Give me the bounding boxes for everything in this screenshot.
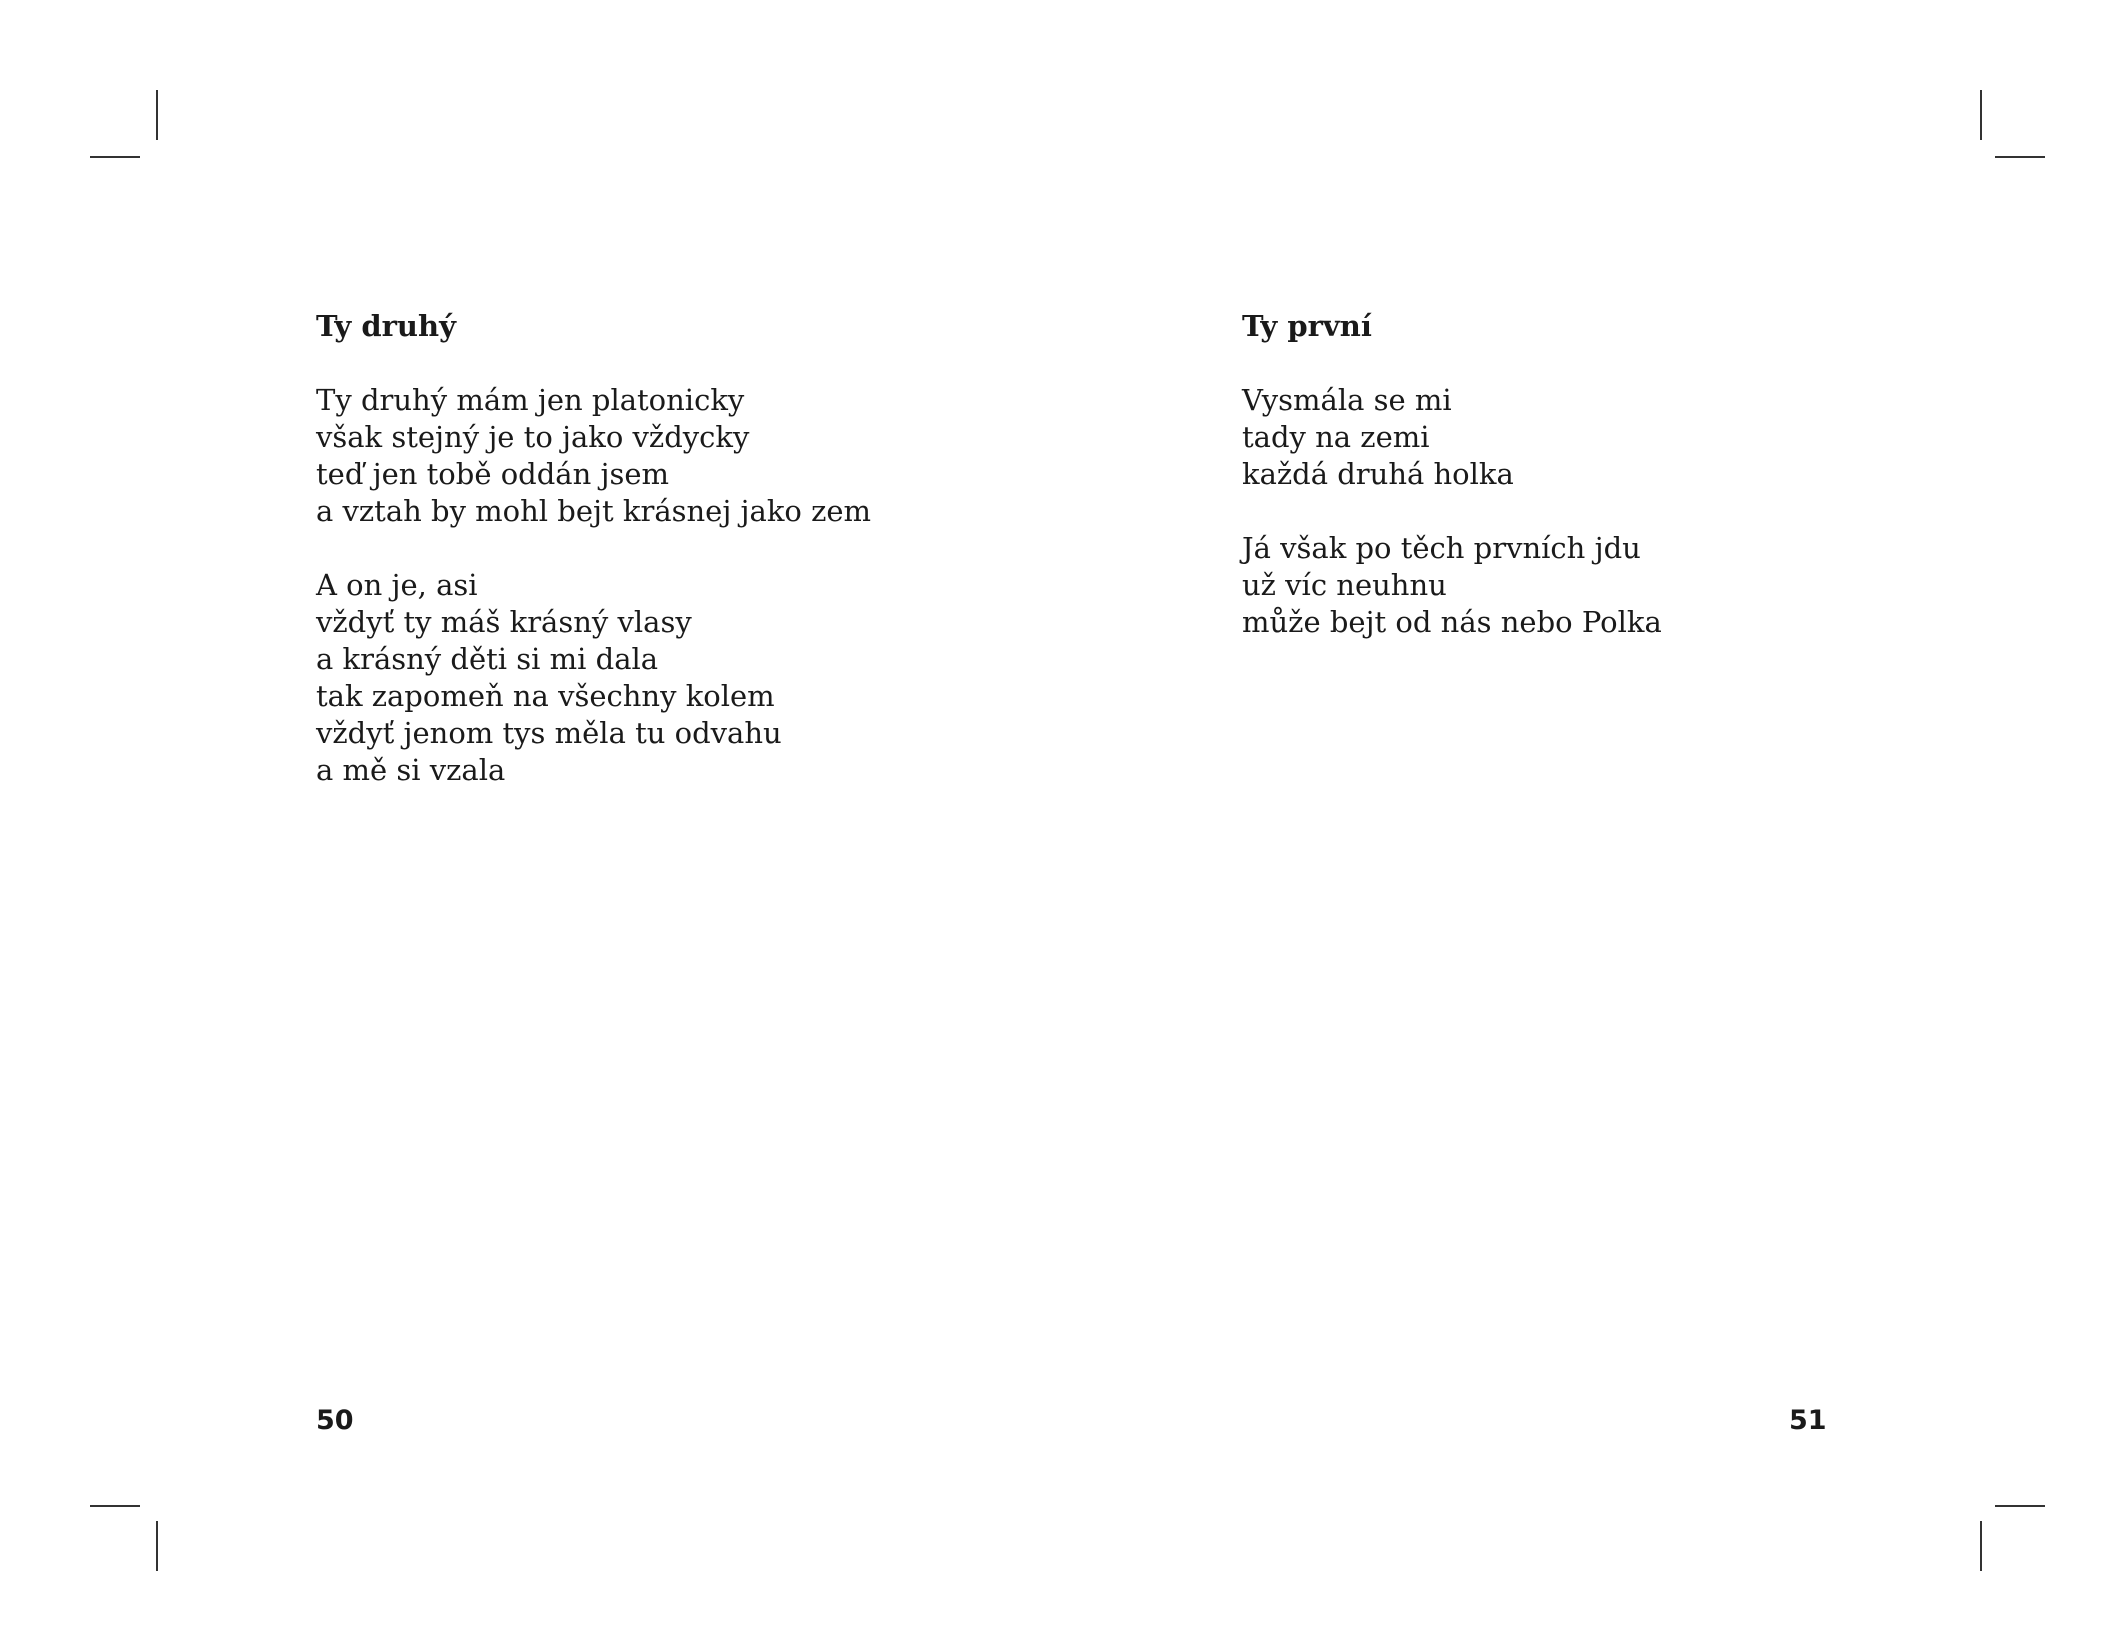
- poem-line: a krásný děti si mi dala: [316, 642, 659, 676]
- poem-body-ty-prvni: [1242, 382, 1662, 678]
- poem-line: tak zapomeň na všechny kolem: [316, 679, 775, 713]
- stanza: [316, 382, 871, 530]
- crop-mark-top-right-vertical: [1980, 90, 1982, 140]
- page-number-right: 51: [1789, 1405, 1827, 1436]
- crop-mark-top-right-horizontal: [1995, 156, 2045, 158]
- poem-line: teď jen tobě oddán jsem: [316, 457, 670, 491]
- stanza: [1242, 382, 1662, 493]
- poem-line: a vztah by mohl bejt krásnej jako zem: [316, 494, 872, 528]
- poem-line: tady na zemi: [1242, 420, 1430, 454]
- crop-mark-top-left-vertical: [156, 90, 158, 140]
- crop-mark-bottom-right-horizontal: [1995, 1505, 2045, 1507]
- crop-mark-bottom-left-vertical: [156, 1521, 158, 1571]
- page-number-left: 50: [316, 1405, 354, 1436]
- poem-line: může bejt od nás nebo Polka: [1242, 605, 1662, 639]
- poem-line: Vysmála se mi: [1242, 383, 1452, 417]
- poem-line: Ty druhý mám jen platonicky: [316, 383, 745, 417]
- poem-line: každá druhá holka: [1242, 457, 1514, 491]
- poem-line: a mě si vzala: [316, 753, 506, 787]
- poem-line: vždyť jenom tys měla tu odvahu: [316, 716, 782, 750]
- poem-line: vždyť ty máš krásný vlasy: [316, 605, 692, 639]
- poem-body-ty-druhy: [316, 382, 871, 826]
- crop-mark-bottom-left-horizontal: [90, 1505, 140, 1507]
- stanza: [1242, 530, 1662, 641]
- poem-title-ty-prvni: Ty první: [1242, 309, 1372, 343]
- crop-mark-top-left-horizontal: [90, 156, 140, 158]
- poem-line: však stejný je to jako vždycky: [316, 420, 750, 454]
- poem-line: už víc neuhnu: [1242, 568, 1447, 602]
- crop-mark-bottom-right-vertical: [1980, 1521, 1982, 1571]
- poem-line: A on je, asi: [316, 568, 478, 602]
- poem-line: Já však po těch prvních jdu: [1242, 531, 1641, 565]
- stanza: [316, 567, 871, 789]
- poem-title-ty-druhy: Ty druhý: [316, 309, 456, 343]
